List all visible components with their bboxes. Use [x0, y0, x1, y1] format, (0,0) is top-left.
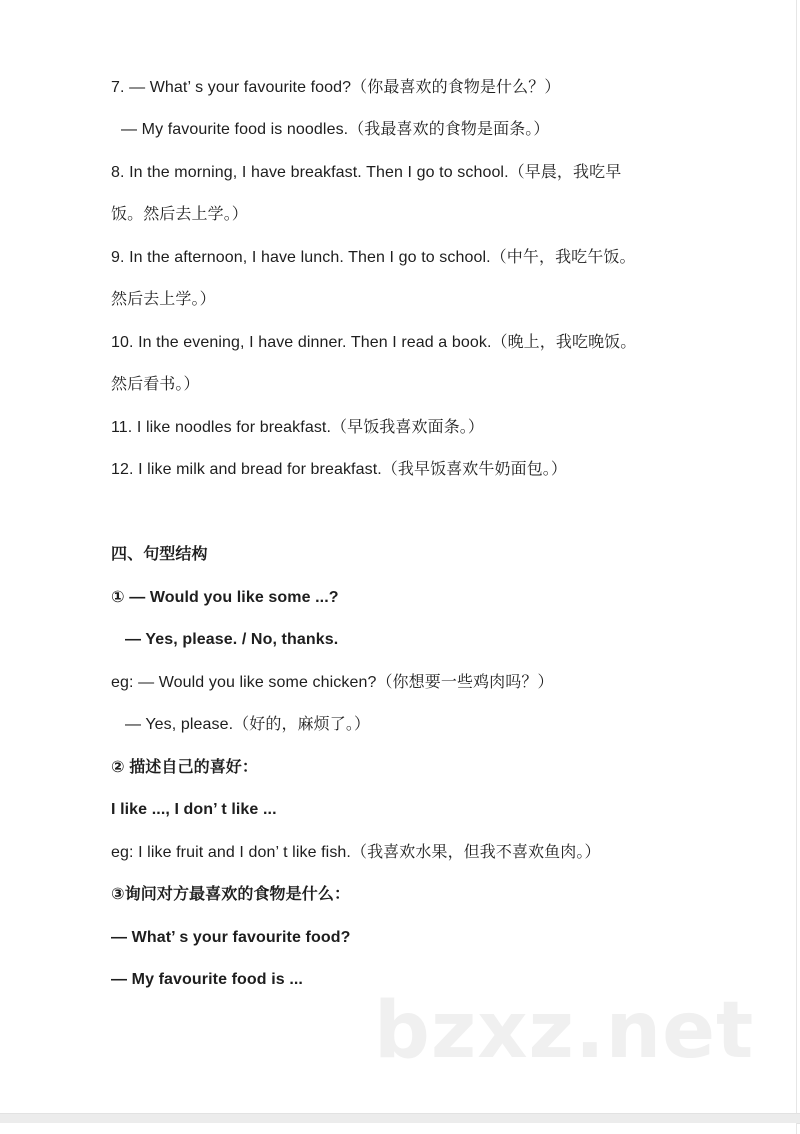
pattern-3-answer: — My favourite food is ...: [111, 971, 303, 988]
sentence-7-question: 7. — What’ s your favourite food?（你最喜欢的食物是什么？）: [111, 79, 561, 96]
sentence-10-continued: 然后看书。）: [111, 376, 200, 393]
pattern-3-question: — What’ s your favourite food?: [111, 929, 351, 946]
pattern-2-structure: I like ..., I don’ t like ...: [111, 801, 277, 818]
watermark: bzxz.net: [374, 986, 755, 1076]
sentence-8: 8. In the morning, I have breakfast. Then I go to school.（早晨，我吃早: [111, 164, 622, 181]
pattern-2-heading: ② 描述自己的喜好：: [111, 759, 258, 776]
sentence-9-continued: 然后去上学。）: [111, 291, 216, 308]
pattern-1-question: ① — Would you like some ...?: [111, 589, 339, 606]
pattern-3-heading: ③询问对方最喜欢的食物是什么：: [111, 886, 351, 903]
sentence-8-continued: 饭。然后去上学。）: [111, 206, 248, 223]
sentence-10: 10. In the evening, I have dinner. Then I read a book.（晚上，我吃晚饭。: [111, 334, 637, 351]
sentence-9: 9. In the afternoon, I have lunch. Then I go to school.（中午，我吃午饭。: [111, 249, 636, 266]
sentence-12: 12. I like milk and bread for breakfast.（我早饭喜欢牛奶面包。）: [111, 461, 567, 478]
pattern-1-example-answer: — Yes, please.（好的，麻烦了。）: [125, 716, 371, 733]
pattern-1-example-question: eg: — Would you like some chicken?（你想要一些鸡肉吗？）: [111, 674, 554, 691]
sentence-11: 11. I like noodles for breakfast.（早饭我喜欢面条。）: [111, 419, 485, 436]
section-heading: 四、句型结构: [111, 546, 208, 563]
sentence-7-answer: — My favourite food is noodles.（我最喜欢的食物是面条。）: [121, 121, 550, 138]
pattern-1-answer: — Yes, please. / No, thanks.: [125, 631, 339, 648]
next-page-edge: [0, 1123, 797, 1134]
pattern-2-example: eg: I like fruit and I don’ t like fish.（我喜欢水果，但我不喜欢鱼肉。）: [111, 844, 601, 861]
